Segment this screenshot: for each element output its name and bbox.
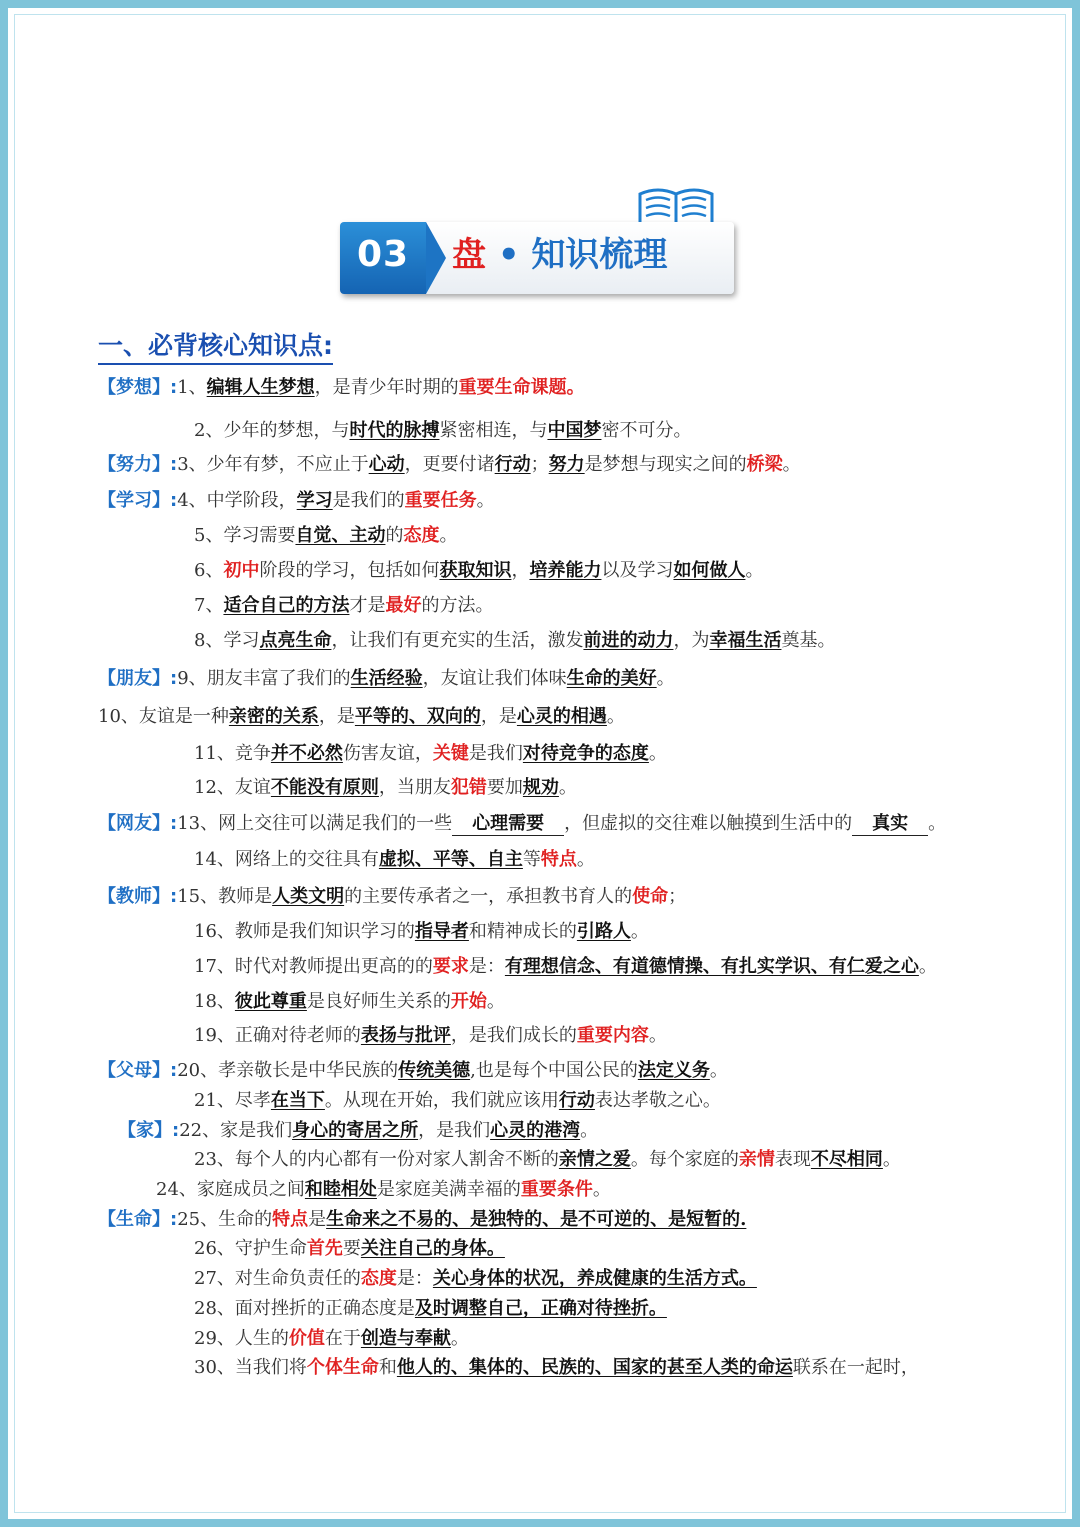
body-text: 是： — [468, 956, 505, 977]
key-phrase: 亲情之爱 — [558, 1149, 631, 1170]
body-text: 。 — [656, 668, 675, 689]
body-text: 。 — [918, 956, 937, 977]
body-text: 29、人生的 — [194, 1328, 289, 1349]
text-line — [194, 1297, 667, 1321]
body-text: 是我们 — [468, 743, 523, 764]
body-text: 才是 — [349, 595, 386, 616]
highlight-red: 使命 — [632, 886, 669, 907]
body-text: ； — [668, 886, 687, 907]
key-phrase: 时代的脉搏 — [349, 420, 440, 441]
body-text: 。 — [439, 525, 458, 546]
body-text: 的主要传承者之一，承担教书育人的 — [344, 886, 633, 907]
text-line — [194, 1356, 919, 1380]
body-text: 等 — [522, 849, 541, 870]
body-text: 。 — [476, 490, 495, 511]
body-text: ，为 — [673, 630, 710, 651]
section-tag: 【学习】: — [98, 490, 178, 511]
body-text: 10、友谊是一种 — [98, 706, 229, 727]
text-line — [194, 594, 493, 618]
body-text: 是： — [396, 1268, 433, 1289]
body-text: 和精神成长的 — [468, 921, 577, 942]
key-phrase: 行动 — [494, 454, 531, 475]
section-banner — [340, 186, 740, 300]
text-line — [98, 705, 625, 729]
key-phrase: 有理想信念、有道德情操、有扎实学识、有仁爱之心 — [504, 956, 919, 977]
section-tag: 【家】: — [118, 1120, 180, 1141]
key-phrase: 行动 — [558, 1090, 595, 1111]
banner-arrow — [426, 222, 446, 294]
key-phrase: 心动 — [368, 454, 405, 475]
highlight-red: 态度 — [403, 525, 440, 546]
body-text: 16、教师是我们知识学习的 — [194, 921, 415, 942]
body-text: 11、竞争 — [194, 743, 271, 764]
body-text: 。 — [709, 1060, 728, 1081]
key-phrase: 法定义务 — [637, 1060, 710, 1081]
body-text: ，更要付诸 — [404, 454, 495, 475]
body-text: 22、家是我们 — [179, 1120, 293, 1141]
body-text: 19、正确对待老师的 — [194, 1025, 361, 1046]
text-line — [194, 419, 691, 443]
body-text: 12、友谊 — [194, 777, 271, 798]
key-phrase: 他人的、集体的、民族的、国家的甚至人类的命运 — [396, 1357, 793, 1378]
page-heading: 一、必背核心知识点: — [98, 326, 333, 365]
body-text: 1、 — [177, 377, 207, 398]
key-phrase: 生命来之不易的、是独特的、是不可逆的、是短暂的. — [326, 1209, 747, 1230]
section-tag: 【努力】: — [98, 454, 178, 475]
body-text: 。 — [580, 1120, 599, 1141]
highlight-red: 关键 — [432, 743, 469, 764]
body-text: 28、面对挫折的正确态度是 — [194, 1298, 415, 1319]
text-line — [194, 990, 505, 1014]
body-text: 。 — [486, 991, 505, 1012]
body-text: ，是青少年时期的 — [314, 377, 459, 398]
highlight-red: 重要内容 — [576, 1025, 649, 1046]
body-text: ，是 — [480, 706, 517, 727]
section-tag: 【朋友】: — [98, 668, 178, 689]
key-phrase: 心灵的相遇 — [516, 706, 607, 727]
text-line — [98, 885, 686, 909]
text-line — [194, 1267, 757, 1291]
body-text: 13、网上交往可以满足我们的一些 — [177, 813, 453, 834]
body-text: 。 — [450, 1328, 469, 1349]
key-phrase: 获取知识 — [439, 560, 512, 581]
body-text: 。 — [558, 777, 577, 798]
body-text: 18、 — [194, 991, 235, 1012]
body-text: 。 — [928, 813, 947, 834]
body-text: 。每个家庭的 — [630, 1149, 739, 1170]
body-text: 4、中学阶段， — [177, 490, 297, 511]
body-text: 的 — [385, 525, 404, 546]
body-text: 。 — [745, 560, 764, 581]
key-phrase: 规劝 — [522, 777, 559, 798]
section-tag: 【梦想】: — [98, 377, 178, 398]
body-text: 。 — [882, 1149, 901, 1170]
text-line — [98, 667, 675, 691]
key-phrase: 适合自己的方法 — [223, 595, 350, 616]
key-phrase: 不能没有原则 — [270, 777, 379, 798]
text-line — [194, 524, 457, 548]
text-line — [156, 1178, 611, 1202]
body-text: ； — [530, 454, 549, 475]
highlight-red: 开始 — [450, 991, 487, 1012]
key-phrase: 表扬与批评 — [360, 1025, 451, 1046]
key-phrase: 彼此尊重 — [234, 991, 307, 1012]
body-text: 要 — [342, 1238, 361, 1259]
highlight-red: 特点 — [540, 849, 577, 870]
body-text: ，是 — [318, 706, 355, 727]
text-line — [194, 742, 667, 766]
body-text: 是良好师生关系的 — [306, 991, 451, 1012]
key-phrase: 虚拟、平等、自主 — [378, 849, 523, 870]
key-phrase: 生活经验 — [350, 668, 423, 689]
body-text: 。 — [648, 743, 667, 764]
body-text: 8、学习 — [194, 630, 260, 651]
section-title — [452, 222, 667, 294]
highlight-red: 亲情 — [738, 1149, 775, 1170]
body-text: 24、家庭成员之间 — [156, 1179, 305, 1200]
body-text: ， — [511, 560, 530, 581]
body-text: 6、 — [194, 560, 224, 581]
body-text: 和 — [378, 1357, 397, 1378]
body-text: 是 — [308, 1209, 327, 1230]
body-text: 27、对生命负责任的 — [194, 1268, 361, 1289]
key-phrase: 培养能力 — [529, 560, 602, 581]
body-text: 表达孝敬之心。 — [594, 1090, 721, 1111]
text-line — [194, 848, 595, 872]
body-text: 。 — [606, 706, 625, 727]
body-text: 21、尽孝 — [194, 1090, 271, 1111]
body-text: ，是我们成长的 — [450, 1025, 577, 1046]
key-phrase: 对待竞争的态度 — [522, 743, 649, 764]
key-phrase: 学习 — [296, 490, 333, 511]
key-phrase: 幸福生活 — [709, 630, 782, 651]
body-text: 7、 — [194, 595, 224, 616]
key-phrase: 如何做人 — [673, 560, 746, 581]
highlight-red: 重要条件 — [520, 1179, 593, 1200]
body-text: 。 — [630, 921, 649, 942]
highlight-red: 特点 — [272, 1209, 309, 1230]
body-text: 25、生命的 — [177, 1209, 273, 1230]
highlight-red: 要求 — [432, 956, 469, 977]
body-text: 伤害友谊， — [342, 743, 433, 764]
body-text: 26、守护生命 — [194, 1238, 307, 1259]
highlight-red: 最好 — [385, 595, 422, 616]
text-line — [194, 1089, 721, 1113]
text-line — [98, 1208, 746, 1232]
highlight-red: 重要生命课题。 — [458, 377, 585, 398]
text-line — [98, 1059, 728, 1083]
key-phrase: 自觉、主动 — [295, 525, 386, 546]
text-line — [194, 955, 937, 979]
text-line — [194, 1024, 667, 1048]
key-phrase: 前进的动力 — [583, 630, 674, 651]
body-text: ，是我们 — [418, 1120, 491, 1141]
body-text: ，友谊让我们体味 — [422, 668, 567, 689]
section-title-blue: • 知识梳理 — [497, 235, 668, 275]
text-line — [194, 776, 577, 800]
body-text: 17、时代对教师提出更高的的 — [194, 956, 433, 977]
text-line — [194, 629, 835, 653]
body-text: 要加 — [486, 777, 523, 798]
text-line — [98, 812, 946, 836]
key-phrase: 亲密的关系 — [228, 706, 319, 727]
text-line — [194, 559, 763, 583]
key-phrase: 关注自己的身体。 — [360, 1238, 505, 1259]
key-phrase: 平等的、双向的 — [354, 706, 481, 727]
body-text: 2、少年的梦想，与 — [194, 420, 350, 441]
section-tag: 【生命】: — [98, 1209, 178, 1230]
section-tag: 【父母】: — [98, 1060, 178, 1081]
body-text: 奠基。 — [781, 630, 836, 651]
body-text: 3、少年有梦，不应止于 — [177, 454, 369, 475]
key-phrase: 在当下 — [270, 1090, 325, 1111]
text-line — [98, 376, 585, 400]
body-text: 15、教师是 — [177, 886, 273, 907]
key-phrase: 身心的寄居之所 — [292, 1120, 419, 1141]
text-line — [98, 489, 495, 513]
body-text: 密不可分。 — [601, 420, 692, 441]
body-text: 。从现在开始，我们就应该用 — [324, 1090, 559, 1111]
key-phrase: 创造与奉献 — [360, 1328, 451, 1349]
body-text: 的方法。 — [421, 595, 494, 616]
section-tag: 【网友】: — [98, 813, 178, 834]
section-number: 03 — [340, 222, 426, 294]
body-text: 9、朋友丰富了我们的 — [177, 668, 351, 689]
key-phrase: 传统美德 — [398, 1060, 471, 1081]
body-text: ，但虚拟的交往难以触摸到生活中的 — [564, 813, 853, 834]
answer-blank: 心理需要 — [452, 813, 564, 836]
highlight-red: 犯错 — [450, 777, 487, 798]
key-phrase: 中国梦 — [547, 420, 602, 441]
text-line — [118, 1119, 598, 1143]
answer-blank: 真实 — [852, 813, 928, 836]
key-phrase: 并不必然 — [270, 743, 343, 764]
section-tag: 【教师】: — [98, 886, 178, 907]
key-phrase: 关心身体的状况，养成健康的生活方式。 — [432, 1268, 757, 1289]
key-phrase: 指导者 — [414, 921, 469, 942]
text-line — [194, 1237, 505, 1261]
text-line — [194, 920, 649, 944]
highlight-red: 首先 — [306, 1238, 343, 1259]
body-text: 在于 — [324, 1328, 361, 1349]
highlight-red: 初中 — [223, 560, 260, 581]
key-phrase: 和睦相处 — [304, 1179, 377, 1200]
highlight-red: 个体生命 — [306, 1357, 379, 1378]
key-phrase: 点亮生命 — [259, 630, 332, 651]
key-phrase: 编辑人生梦想 — [206, 377, 315, 398]
key-phrase: 心灵的港湾 — [490, 1120, 581, 1141]
body-text: 23、每个人的内心都有一份对家人割舍不断的 — [194, 1149, 559, 1170]
body-text: 20、孝亲敬长是中华民族的 — [177, 1060, 399, 1081]
body-text: 以及学习 — [601, 560, 674, 581]
body-text: 。 — [782, 454, 801, 475]
body-text: 14、网络上的交往具有 — [194, 849, 379, 870]
key-phrase: 及时调整自己，正确对待挫折。 — [414, 1298, 667, 1319]
text-line — [98, 453, 801, 477]
body-text: 。 — [648, 1025, 667, 1046]
body-text: 是梦想与现实之间的 — [584, 454, 747, 475]
highlight-red: 态度 — [360, 1268, 397, 1289]
body-text: 阶段的学习，包括如何 — [259, 560, 440, 581]
body-text: 。 — [592, 1179, 611, 1200]
key-phrase: 生命的美好 — [566, 668, 657, 689]
highlight-red: 桥梁 — [746, 454, 783, 475]
body-text: ，当朋友 — [378, 777, 451, 798]
text-line — [194, 1327, 469, 1351]
highlight-red: 价值 — [288, 1328, 325, 1349]
body-text: 联系在一起时， — [792, 1357, 919, 1378]
body-text: 5、学习需要 — [194, 525, 296, 546]
body-text: 紧密相连，与 — [439, 420, 548, 441]
body-text: 30、当我们将 — [194, 1357, 307, 1378]
highlight-red: 重要任务 — [404, 490, 477, 511]
body-text: 。 — [576, 849, 595, 870]
body-text: 是家庭美满幸福的 — [376, 1179, 521, 1200]
body-text: 是我们的 — [332, 490, 405, 511]
key-phrase: 人类文明 — [272, 886, 345, 907]
key-phrase: 不尽相同 — [810, 1149, 883, 1170]
key-phrase: 努力 — [548, 454, 585, 475]
key-phrase: 引路人 — [576, 921, 631, 942]
body-text: ,也是每个中国公民的 — [470, 1060, 638, 1081]
body-text: 表现 — [774, 1149, 811, 1170]
body-text: ，让我们有更充实的生活，激发 — [331, 630, 584, 651]
text-line — [194, 1148, 901, 1172]
section-title-red: 盘 — [452, 235, 486, 275]
